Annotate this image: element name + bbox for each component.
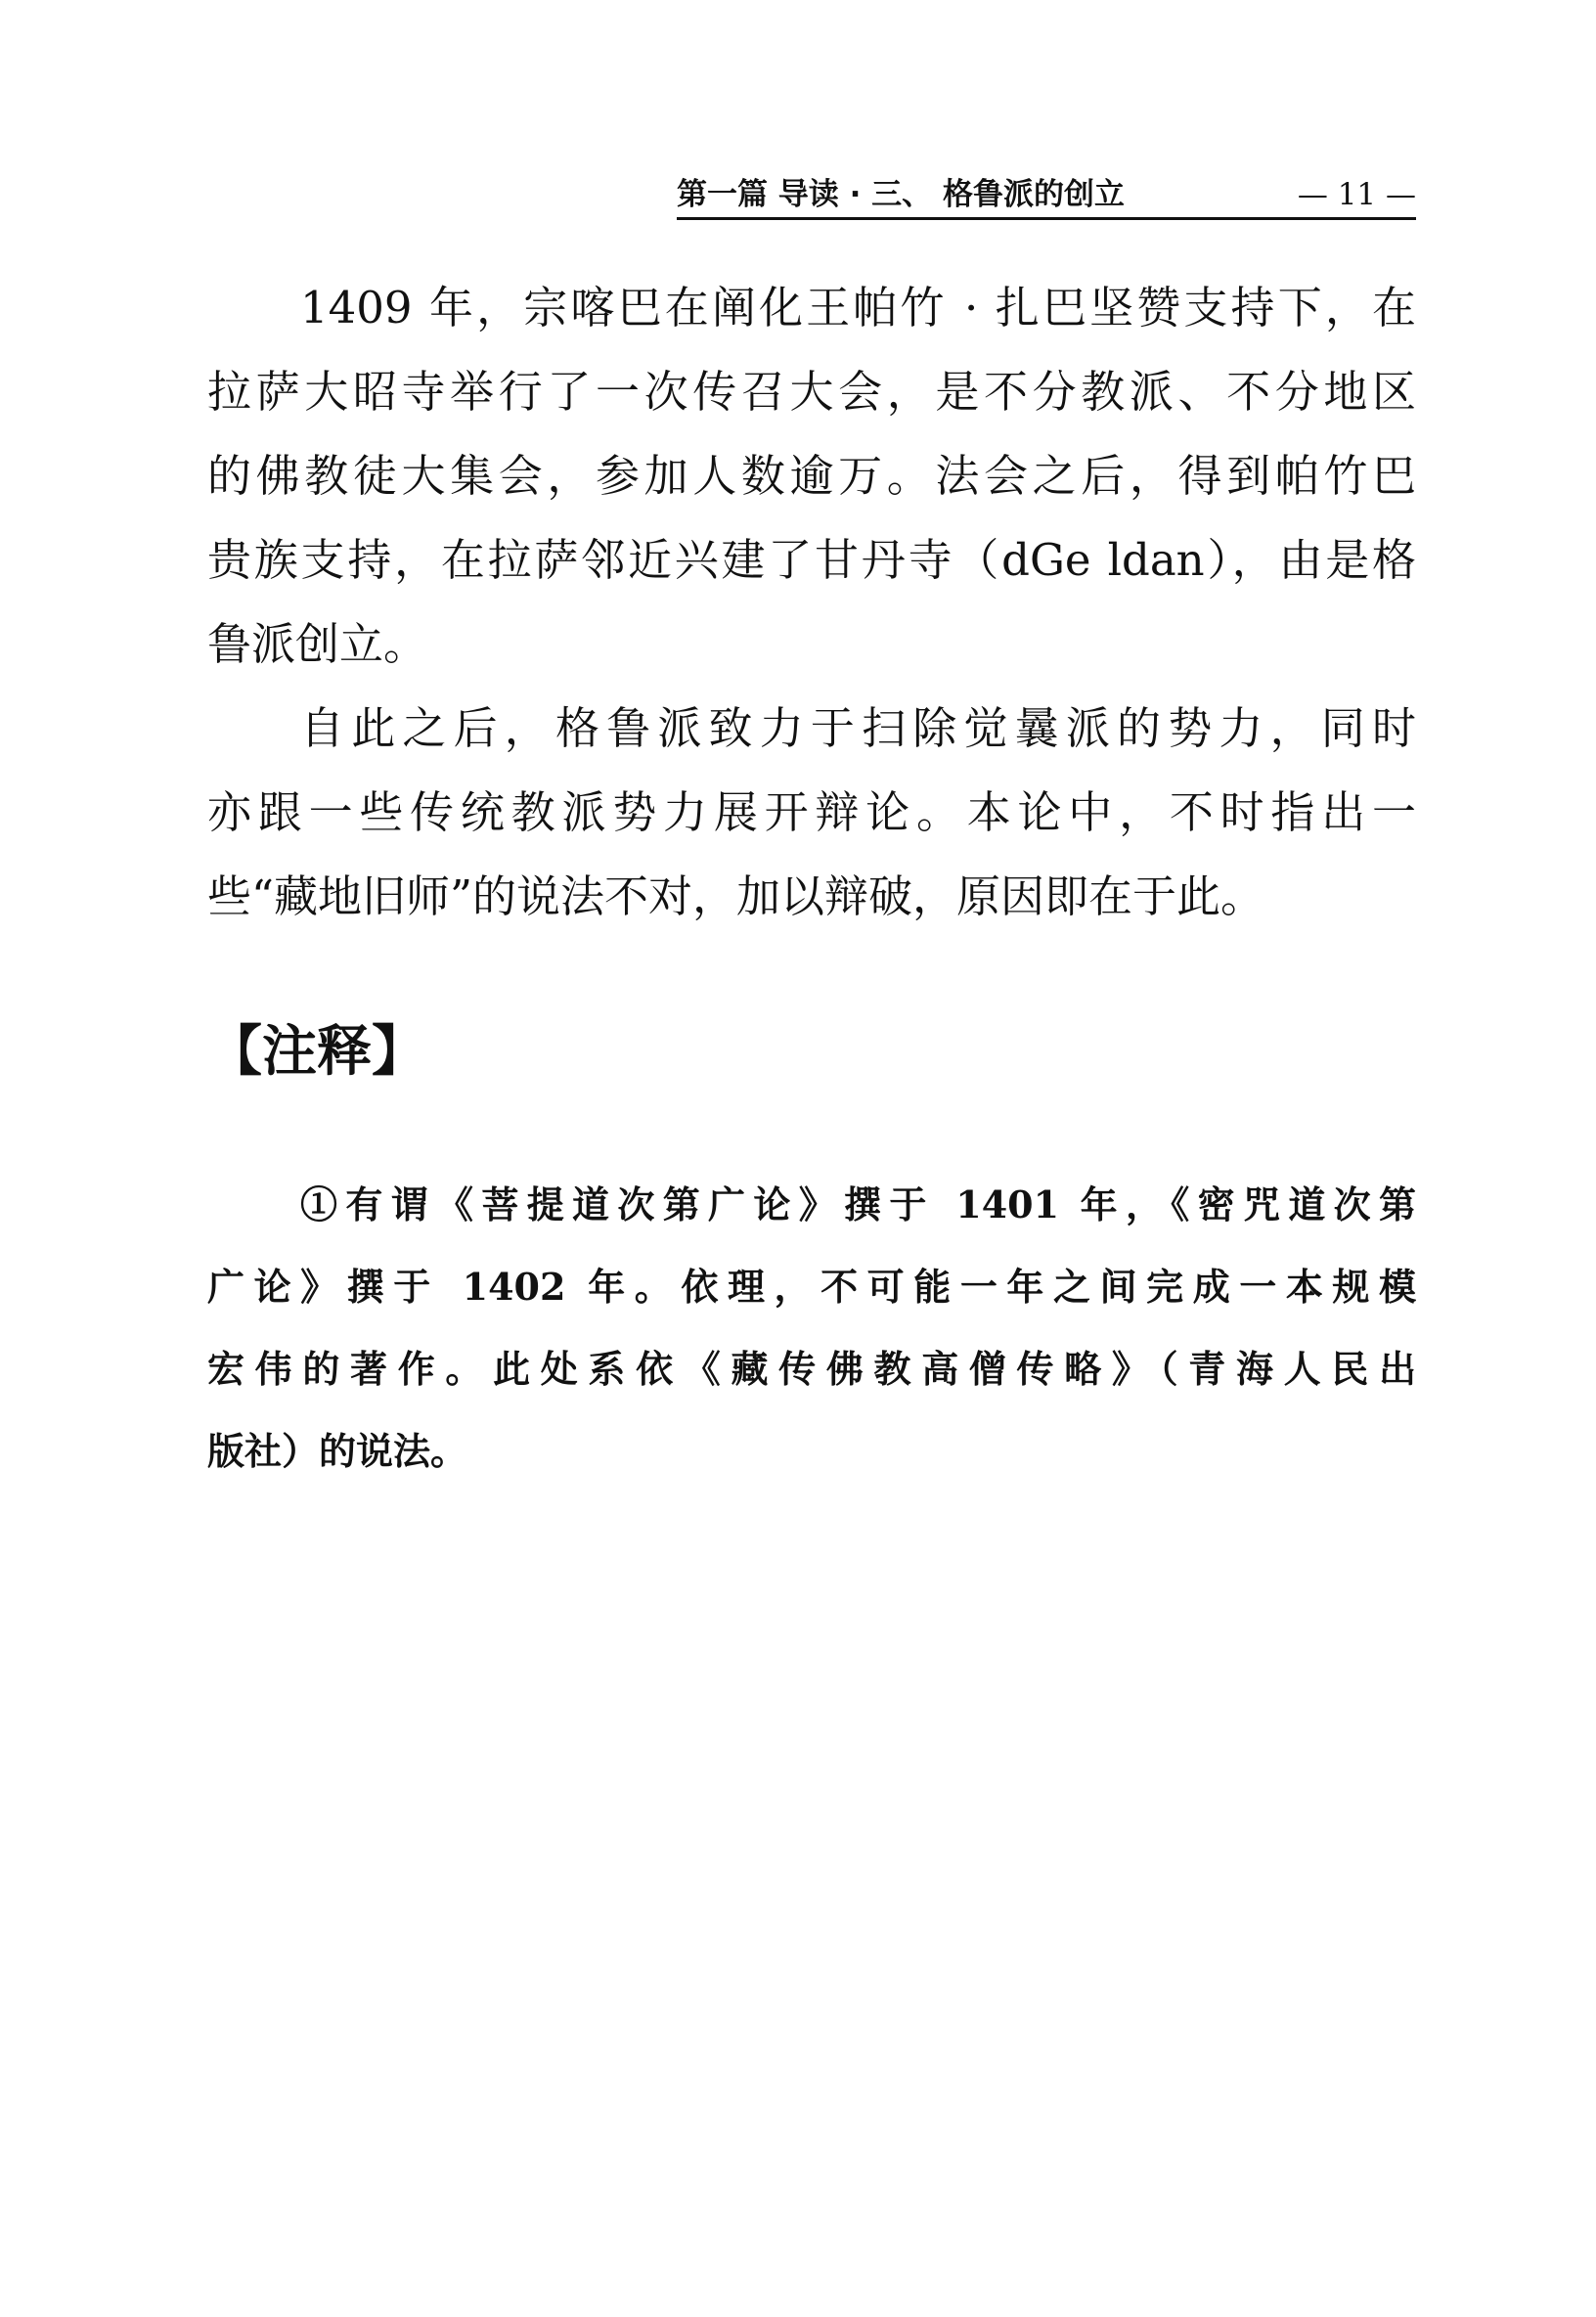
paragraph-line: 拉萨大昭寺举行了一次传召大会，是不分教派、不分地区: [207, 366, 1416, 418]
paragraph-line: 亦跟一些传统教派势力展开辩论。本论中，不时指出一: [207, 786, 1416, 838]
footnote-line: ①有谓《菩提道次第广论》撰于 1401 年，《密咒道次第: [300, 1182, 1416, 1226]
footnote-line: 宏伟的著作。此处系依《藏传佛教高僧传略》（青海人民出: [207, 1347, 1416, 1391]
paragraph-line: 自此之后，格鲁派致力于扫除觉曩派的势力，同时: [300, 702, 1416, 754]
paragraph-line: 些“藏地旧师”的说法不对，加以辩破，原因即在于此。: [207, 870, 1265, 922]
header-title: 第一篇 导读 · 三、 格鲁派的创立: [677, 177, 1125, 212]
footnote-line: 版社）的说法。: [207, 1429, 468, 1473]
page-number: — 11 —: [1297, 177, 1416, 212]
paragraph-line: 的佛教徒大集会，参加人数逾万。法会之后，得到帕竹巴: [207, 450, 1416, 502]
running-header: [677, 172, 1416, 220]
paragraph-line: 贵族支持，在拉萨邻近兴建了甘丹寺（dGe ldan），由是格: [207, 534, 1416, 586]
notes-heading: 【注释】: [207, 1020, 426, 1084]
paragraph-line: 1409 年，宗喀巴在阐化王帕竹 · 扎巴坚赞支持下，在: [300, 282, 1416, 334]
paragraph-line: 鲁派创立。: [207, 618, 428, 670]
footnote-line: 广论》撰于 1402 年。依理，不可能一年之间完成一本规模: [207, 1265, 1416, 1309]
